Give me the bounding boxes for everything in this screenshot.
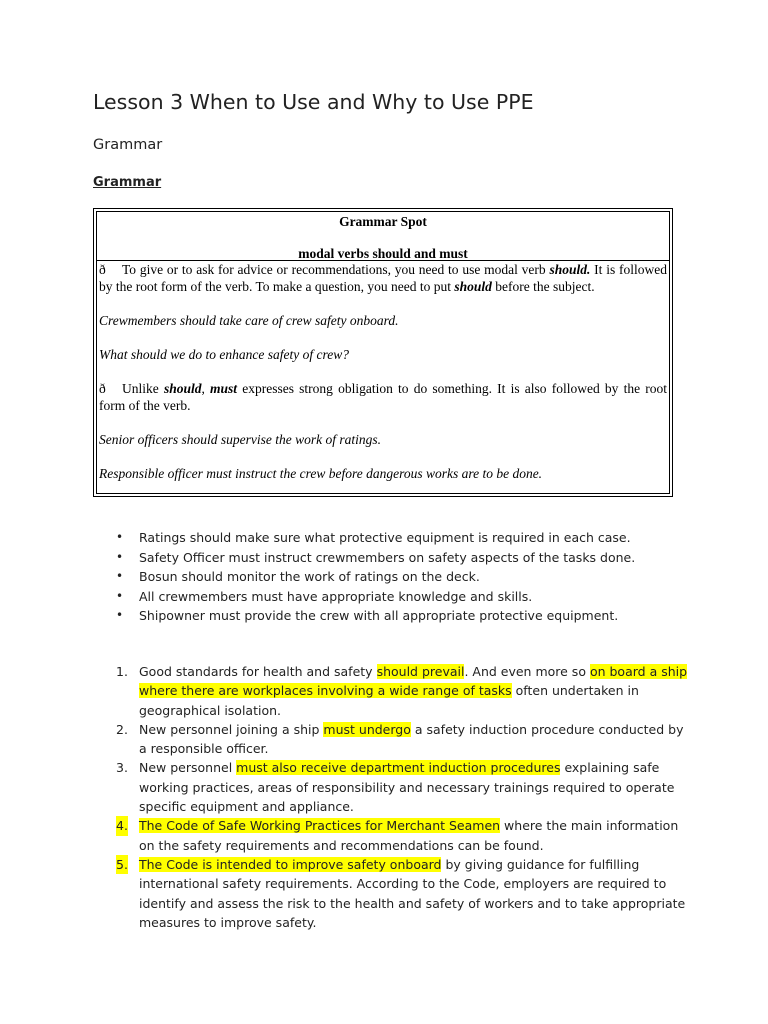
grammar-spot-box (93, 208, 673, 497)
highlighted-text: must undergo (323, 721, 411, 737)
page-subtitle: Grammar (93, 137, 163, 153)
example-sentence-4: Responsible officer must instruct the crew before dangerous works are to be done. (99, 466, 543, 481)
highlighted-text: on board a ship where there are workplaces involving a wide range of tasks (139, 664, 688, 699)
example-sentence-3: Senior officers should supervise the work of ratings. (99, 432, 381, 447)
grammar-spot-subheading: modal verbs should and must (298, 246, 468, 261)
highlighted-text: The Code is intended to improve safety onboard (139, 856, 442, 872)
arrow-bullet-icon: ð (99, 262, 106, 277)
list-number: 3. (116, 760, 128, 776)
highlighted-text: The Code of Safe Working Practices for Merchant Seamen (139, 818, 501, 834)
grammar-spot-body (97, 261, 669, 482)
grammar-spot-heading: Grammar Spot (339, 214, 427, 229)
list-item: 2. New personnel joining a ship must undergo a safety induction procedure conducted by a responsible officer. (116, 721, 684, 757)
list-item: 5. The Code is intended to improve safety onboard by giving guidance for fulfilling international safety requirements. According to the Code, employers are required to identify and assess the risk to the health and safety of workers and to take appropriate measures to improve safety. (116, 856, 686, 930)
arrow-bullet-icon: ð (99, 381, 106, 396)
grammar-spot-header (97, 212, 669, 261)
grammar-spot-inner (96, 211, 670, 494)
section-heading: Grammar (93, 175, 162, 190)
numbered-list (0, 662, 690, 932)
list-item: 3. New personnel must also receive department induction procedures explaining safe working practices, areas of responsibility and necessary trainings required to operate specific equipment and appliance. (116, 760, 675, 815)
rule-paragraph-2: ð Unlike should, must expresses strong obligation to do something. It is also followed by the root form of the verb. (99, 381, 668, 413)
highlighted-text: should prevail (376, 664, 465, 679)
list-number: 1. (116, 664, 128, 679)
list-item: • Ratings should make sure what protective equipment is required in each case. (0, 528, 635, 548)
example-sentence-1: Crewmembers should take care of crew safety onboard. (99, 313, 399, 328)
highlighted-text: must also receive department induction procedures (236, 760, 561, 776)
list-item: • Safety Officer must instruct crewmembers on safety aspects of the tasks done. (0, 548, 635, 568)
list-item: 4. The Code of Safe Working Practices for Merchant Seamen where the main information on the safety requirements and recommendations can be found. (116, 818, 679, 853)
list-number: 5. (116, 855, 128, 874)
page-title: Lesson 3 When to Use and Why to Use PPE (93, 90, 534, 114)
example-bullet-list (0, 528, 635, 626)
list-item: • Shipowner must provide the crew with all appropriate protective equipment. (0, 606, 635, 626)
rule-paragraph-1: ð To give or to ask for advice or recommendations, you need to use modal verb should. It is followed by the root form of the verb. To make a question, you need to put should before the subject. (99, 262, 667, 294)
example-sentence-2: What should we do to enhance safety of crew? (99, 347, 349, 362)
list-item: • All crewmembers must have appropriate knowledge and skills. (0, 587, 635, 607)
list-number: 4. (116, 816, 128, 835)
list-number: 2. (116, 721, 128, 737)
list-item: • Bosun should monitor the work of ratings on the deck. (0, 567, 635, 587)
list-item: 1. Good standards for health and safety should prevail. And even more so on board a ship where there are workplaces involving a wide range of tasks often undertaken in geographical isolation. (116, 664, 688, 718)
